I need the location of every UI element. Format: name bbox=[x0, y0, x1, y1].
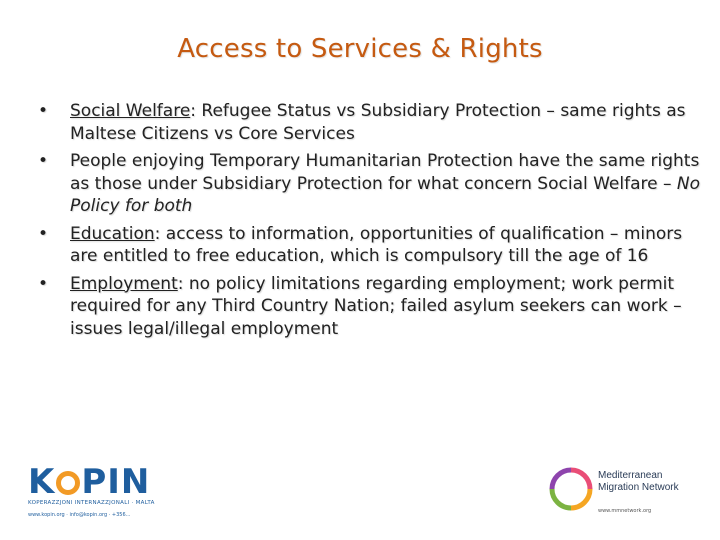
kopin-contact: www.kopin.org · info@kopin.org · +356... bbox=[28, 512, 131, 518]
kopin-letters-pin: PIN bbox=[81, 462, 151, 502]
bullet-text: Refugee Status vs Subsidiary Protection – same rights as Maltese Citizens vs Core Services bbox=[70, 101, 686, 144]
bullet-marker: • bbox=[38, 223, 49, 244]
mmn-name-line1: Mediterranean bbox=[598, 470, 663, 481]
bullet-colon: : bbox=[177, 273, 184, 294]
bullet-label: Employment bbox=[70, 273, 178, 294]
bullet-text: access to information, opportunities of qualification – minors are entitled to free education, which is compulsory till the age of 16 bbox=[70, 223, 683, 266]
bullet-marker: • bbox=[38, 101, 49, 121]
bullet-colon: : bbox=[190, 101, 197, 121]
kopin-letter-k: K bbox=[28, 462, 56, 502]
mmn-name bbox=[598, 470, 679, 494]
bullet-text: People enjoying Temporary Humanitarian Protection have the same rights as those under Subsidiary Protection for what concern Social Welfare – bbox=[70, 151, 700, 194]
bullet-marker: • bbox=[38, 273, 49, 294]
bullet-emphasis: No Policy for both bbox=[70, 173, 701, 216]
bullet-label: Education bbox=[70, 223, 155, 244]
bullet-employment bbox=[38, 273, 710, 341]
mmn-name-line2: Migration Network bbox=[598, 482, 679, 493]
mmn-url: www.mmnetwork.org bbox=[598, 508, 652, 514]
bullet-education bbox=[38, 223, 710, 268]
kopin-wordmark bbox=[28, 462, 150, 502]
bullet-label: Social Welfare bbox=[70, 101, 191, 121]
bullet-colon: : bbox=[154, 223, 161, 244]
kopin-o-ring-icon bbox=[56, 471, 80, 495]
mmn-logo bbox=[548, 460, 708, 522]
bullet-temporary-protection bbox=[38, 150, 710, 218]
slide-title: Access to Services & Rights bbox=[177, 34, 543, 64]
mmn-ring-icon bbox=[548, 466, 594, 512]
bullet-marker: • bbox=[38, 151, 49, 171]
bullet-text: no policy limitations regarding employment; work permit required for any Third Country Nation; failed asylum seekers can work – issues legal/illegal employment bbox=[70, 273, 682, 339]
kopin-subtitle: KOPERAZZJONI INTERNAZZJONALI · MALTA bbox=[28, 500, 155, 506]
bullet-social-welfare bbox=[38, 100, 710, 145]
bullet-list bbox=[38, 100, 710, 345]
kopin-logo bbox=[28, 462, 198, 522]
